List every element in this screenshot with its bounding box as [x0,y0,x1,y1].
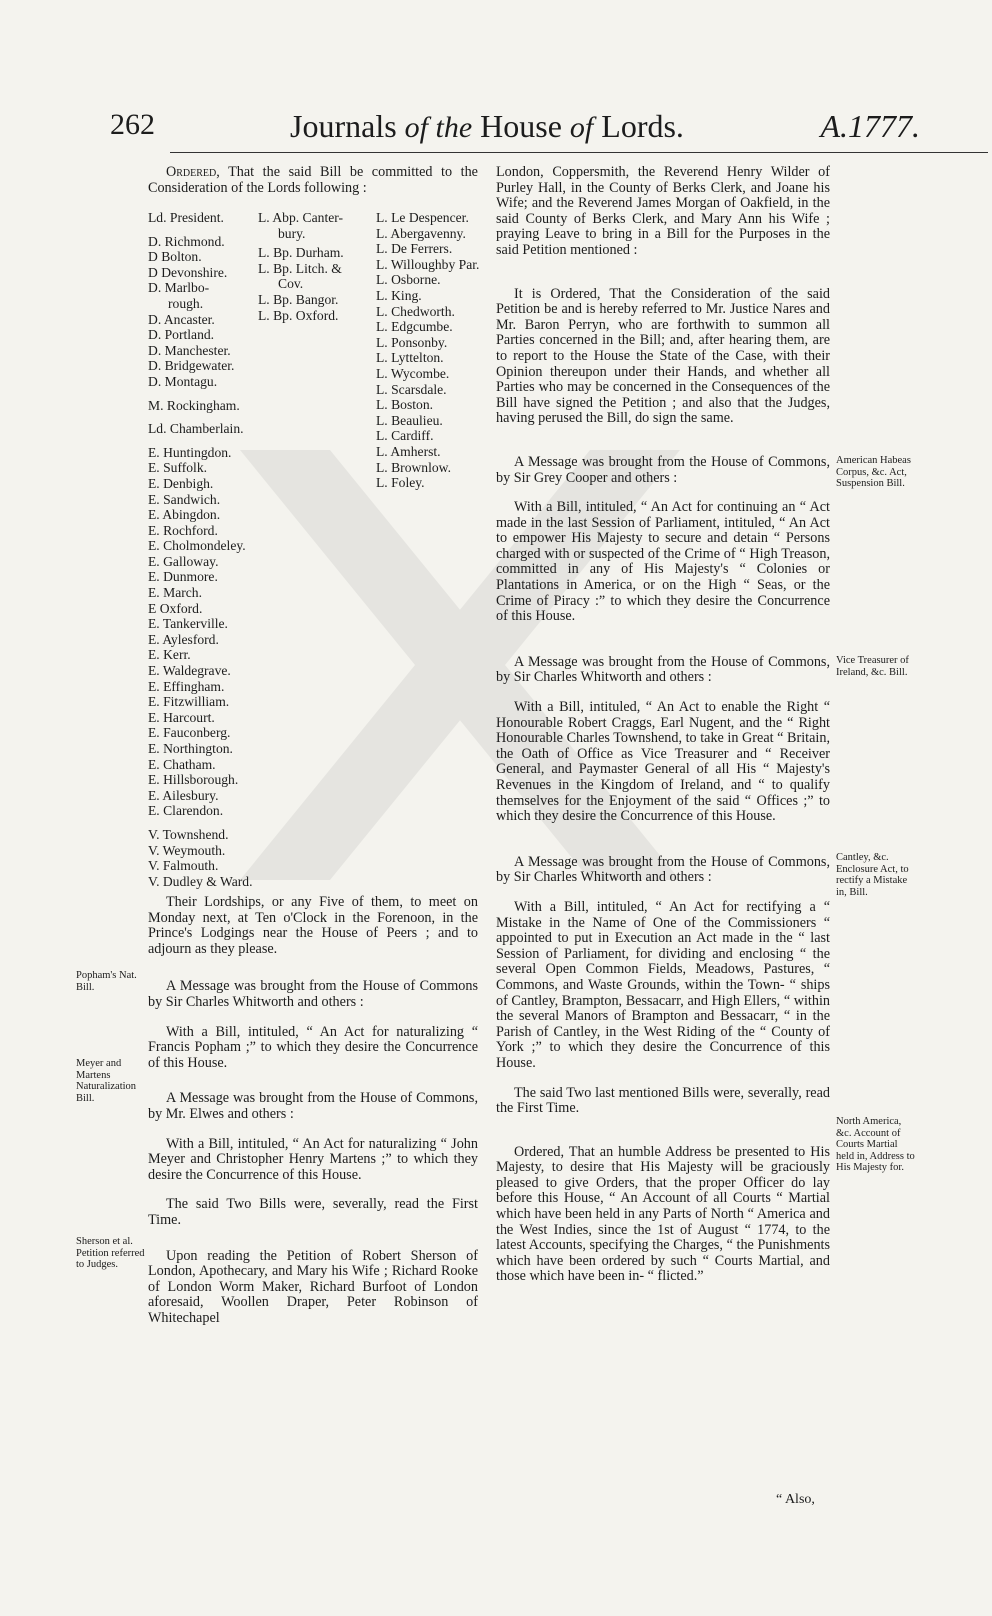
lord-entry: E. Northington. [148,741,233,756]
lord-entry: E. Waldegrave. [148,663,231,679]
lord-entry: E. Suffolk. [148,460,208,476]
margin-note-sherson: Sherson et al. Petition referred to Judges. [76,1236,145,1270]
title-journals: Journals [290,108,397,144]
lord-entry: D. Manchester. [148,342,231,358]
paragraph: With a Bill, intituled, “ An Act for naturalizing “ John Meyer and Christopher Henry Martens ;” to which they desire the Concurrence of this House. [148,1135,478,1183]
title-of: of [569,111,594,144]
committee-order [148,165,478,210]
lord-entry: L. Boston. [376,397,434,413]
paragraph: The said Two last mentioned Bills were, severally, read the First Time. [496,1084,830,1117]
lord-entry: L. Edgcumbe. [376,319,453,335]
lord-entry: Cov. [278,276,304,292]
lord-entry: L. Abergavenny. [376,225,466,241]
right-column-text [496,165,830,1299]
lord-entry: E. Hillsborough. [148,772,239,788]
ordered-lead: Ordered, [166,164,220,180]
paragraph: Their Lordships, or any Five of them, to meet on Monday next, at Ten o'Clock in the Forenoon, in the Prince's Lodgings near the House of Peers ; and to adjourn as they please. [148,894,478,957]
lord-entry: M. Rockingham. [148,397,240,413]
running-title [290,108,684,145]
lord-entry: E. Chatham. [148,756,216,772]
catchword: “ Also, [776,1492,815,1507]
paragraph: Upon reading the Petition of Robert Sherson of London, Apothecary, and Mary his Wife ; Richard Rooke of London Worm Maker, Richard Burfoot of London aforesaid, Woollen Draper, Peter Robinson of Whitechapel [148,1247,478,1326]
page-year: A.1777. [820,108,920,144]
lord-entry: L. Ponsonby. [376,334,448,350]
lord-entry: L. Wycombe. [376,365,450,381]
lord-entry: E Oxford. [148,600,203,616]
margin-note-vice-treasurer: Vice Treasurer of Ireland, &c. Bill. [836,655,909,678]
lord-entry: L. Cardiff. [376,428,434,444]
lord-entry: Ld. Chamberlain. [148,421,244,437]
lord-entry: L. Bp. Bangor. [258,291,339,307]
lord-entry: L. Chedworth. [376,303,455,319]
margin-note-popham: Popham's Nat. Bill. [76,970,137,993]
page-number: 262 [110,108,155,141]
lord-entry: D Bolton. [148,249,202,265]
lord-entry: D Devonshire. [148,264,228,280]
paragraph: A Message was brought from the House of Commons, by Sir Grey Cooper and others : [496,453,830,486]
lord-entry: E. Aylesford. [148,631,219,647]
header-rule [170,152,988,153]
lord-entry: V. Townshend. [148,826,229,842]
paragraph: Ordered, That an humble Address be presented to His Majesty, to desire that His Majesty will be graciously pleased to give Orders, that the proper Officer do lay before this House, “ An Account of all Courts “ Martial which have been held in any Parts of North “ America and the West Indies, since the 1st of August “ 1774, to the latest Accounts, specifying the Charges, “ the Punishments which have been ordered by such “ Courts Martial, and those which have been in- “ flicted.” [496,1143,830,1285]
paragraph: With a Bill, intituled, “ An Act for rectifying a “ Mistake in the Name of One of the Commissioners “ appointed to put in Execution an Act made in the “ last Session of Parliament, for dividing and enclosing “ the several Open Common Fields, Meadows, Pastures, “ Commons, and Waste Grounds, within the Town- “ ships of Cantley, Brampton, Bessacarr, and High Ellers, “ within the several Manors of Brampton and Bessacarr, “ in the Parish of Cantley, in the West Riding of the “ County of York ;” to which they desire the Concurrence of this House. [496,898,830,1071]
lord-entry: L. King. [376,287,422,303]
lord-entry: L. De Ferrers. [376,241,453,257]
lord-entry: E. Sandwich. [148,491,221,507]
lord-entry: E. Rochford. [148,522,218,538]
lord-entry: D. Richmond. [148,233,225,249]
margin-note-meyer: Meyer and Martens Naturalization Bill. [76,1058,137,1104]
title-of-the: of the [404,111,473,144]
lord-entry: V. Falmouth. [148,858,219,874]
lord-entry: E. Abingdon. [148,507,221,523]
committee-order-text: That the said Bill be committed to the Consideration of the Lords following : [148,164,478,196]
lord-entry: L. Bp. Oxford. [258,307,339,323]
lord-entry: E. Clarendon. [148,803,224,819]
paragraph: With a Bill, intituled, “ An Act to enable the Right “ Honourable Robert Craggs, Earl Nugent, and the “ Right Honourable Charles Townshend, to take in Great “ Britain, the Oath of Office as Vice Treasurer and “ Receiver General, and Paymaster General of all His “ Majesty's Revenues in the Kingdom of Ireland, and “ to qualify themselves for the Enjoyment of the said “ Offices ;” to which they desire the Concurrence of this House. [496,699,830,825]
lord-entry: E. Ailesbury. [148,787,219,803]
lord-entry: D. Bridgewater. [148,358,235,374]
lords-list-col3 [376,210,479,491]
lord-entry: E. Kerr. [148,647,191,663]
title-lords: Lords. [601,108,684,144]
lord-entry: L. Le Despencer. [376,210,469,225]
lord-entry: E. March. [148,585,202,601]
lord-entry: D. Portland. [148,327,215,343]
lord-entry: L. Abp. Canter- [258,210,344,225]
paragraph: It is Ordered, That the Consideration of the said Petition be and is hereby referred to Mr. Justice Nares and Mr. Baron Perryn, who are forthwith to summon all Parties concerned in the Bill; and, after hearing them, are to report to the House the State of the Case, with their Opinion thereupon under their Hands, and whether all Parties who may be concerned in the Consequences of the Bill have signed the Petition ; and also that the Judges, having perused the Bill, do sign the same. [496,285,830,427]
paragraph: With a Bill, intituled, “ An Act for continuing an “ Act made in the last Session of Parliament, intituled, “ An Act to empower His Majesty to secure and detain “ Persons charged with or suspected of the Crime of “ High Treason, committed in any of His Majesty's “ Colonies or Plantations in America, or on the High “ Seas, or the Crime of Piracy :” to which they desire the Concurrence of this House. [496,499,830,625]
lord-entry: L. Foley. [376,475,425,491]
lord-entry: L. Willoughby Par. [376,256,480,272]
lord-entry: E. Cholmondeley. [148,538,246,554]
margin-note-habeas: American Habeas Corpus, &c. Act, Suspension Bill. [836,455,911,489]
lord-entry: Ld. President. [148,210,224,225]
lord-entry: L. Lyttelton. [376,350,444,366]
paragraph: The said Two Bills were, severally, read the First Time. [148,1196,478,1228]
title-house: House [480,108,562,144]
page-header [60,106,940,154]
paragraph: London, Coppersmith, the Reverend Henry Wilder of Purley Hall, in the County of Berks Clerk, and Joane his Wife; and the Reverend James Morgan of Oakfield, in the said County of Berks Clerk, and Mary Ann his Wife ; praying Leave to bring in a Bill for the Purposes in the said Petition mentioned : [496,164,830,258]
lord-entry: E. Dunmore. [148,569,218,585]
margin-note-courts-martial: North America, &c. Account of Courts Martial held in, Address to His Majesty for. [836,1116,915,1173]
paragraph: A Message was brought from the House of Commons, by Mr. Elwes and others : [148,1090,478,1122]
lord-entry: L. Bp. Durham. [258,245,344,261]
lord-entry: V. Weymouth. [148,842,226,858]
lord-entry: E. Galloway. [148,553,219,569]
lord-entry: L. Amherst. [376,443,441,459]
lord-entry: L. Osborne. [376,272,441,288]
lord-entry: rough. [168,295,204,311]
left-column-text [148,895,478,1340]
lord-entry: E. Fauconberg. [148,725,231,741]
lord-entry: E. Tankerville. [148,616,228,632]
paragraph: A Message was brought from the House of Commons by Sir Charles Whitworth and others : [148,978,478,1010]
lord-entry: L. Bp. Litch. & [258,260,342,276]
lord-entry: L. Beaulieu. [376,412,443,428]
lord-entry: V. Dudley & Ward. [148,873,253,889]
lord-entry: D. Marlbo- [148,280,210,296]
lord-entry: E. Fitzwilliam. [148,694,230,710]
lord-entry: bury. [278,225,306,241]
lord-entry: E. Effingham. [148,678,225,694]
paragraph: A Message was brought from the House of Commons, by Sir Charles Whitworth and others : [496,853,830,886]
lord-entry: L. Brownlow. [376,459,452,475]
lord-entry: L. Scarsdale. [376,381,447,397]
lords-list-col2 [258,210,344,323]
lord-entry: D. Ancaster. [148,311,215,327]
paragraph: With a Bill, intituled, “ An Act for naturalizing “ Francis Popham ;” to which they desire the Concurrence of this House. [148,1023,478,1071]
lords-list-col1 [148,210,253,889]
margin-note-cantley: Cantley, &c. Enclosure Act, to rectify a Mistake in, Bill. [836,852,909,898]
paragraph: A Message was brought from the House of Commons, by Sir Charles Whitworth and others : [496,653,830,686]
lord-entry: D. Montagu. [148,373,218,389]
lord-entry: E. Harcourt. [148,709,215,725]
lord-entry: E. Huntingdon. [148,444,232,460]
lord-entry: E. Denbigh. [148,475,214,491]
